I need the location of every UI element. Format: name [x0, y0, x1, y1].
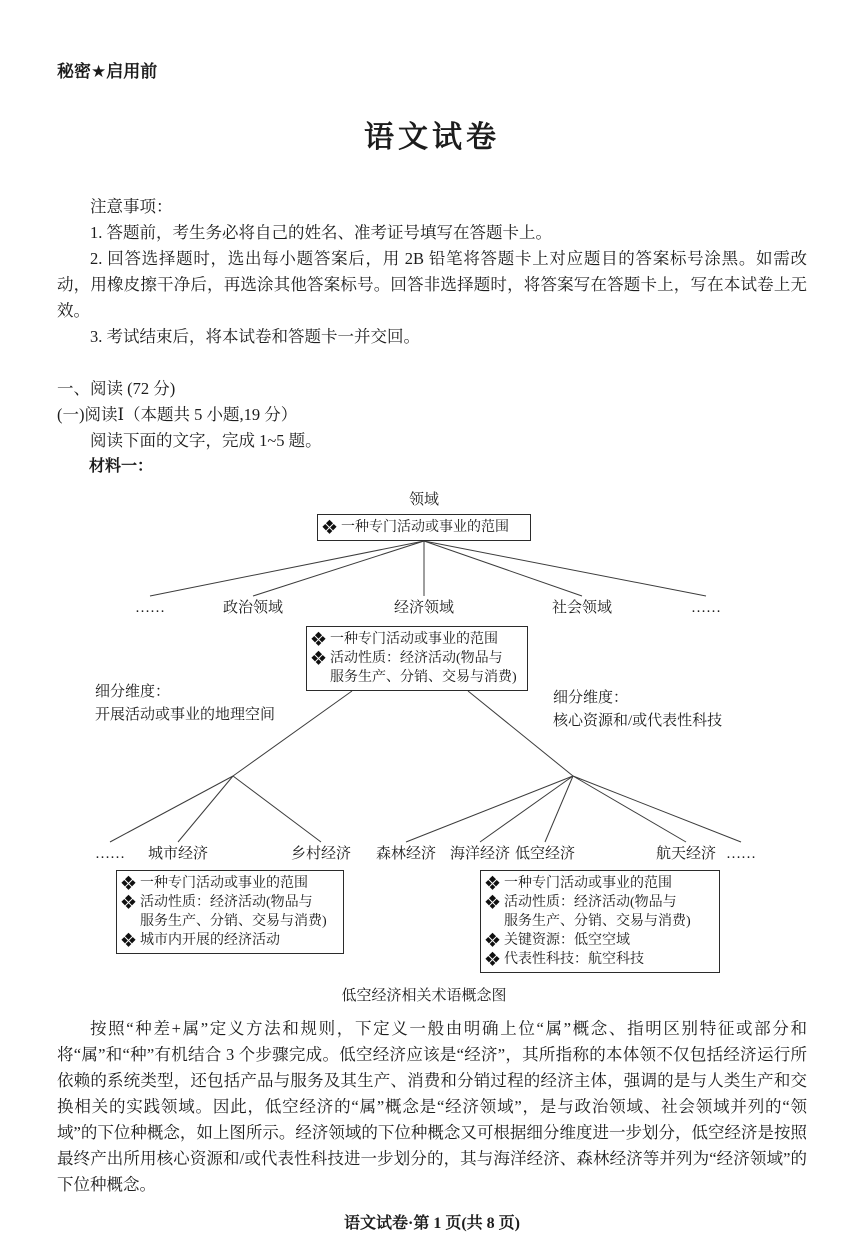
definition-row [123, 931, 337, 950]
city-economy-box [116, 870, 344, 954]
low-altitude-economy-box [480, 870, 720, 973]
domain-label-ellipsis-right: …… [691, 600, 721, 616]
definition-text: 代表性科技：航空科技 [504, 952, 644, 967]
concept-diagram [0, 488, 864, 1008]
definition-text: 活动性质：经济活动(物品与 [140, 895, 313, 910]
leaf-label-rural-economy: 乡村经济 [290, 846, 352, 862]
reading-instruction: 阅读下面的文字，完成 1~5 题。 [90, 431, 322, 450]
material-label: 材料一： [89, 458, 154, 475]
connector-line [573, 776, 686, 842]
leaf-label-aerospace-economy: 航天经济 [655, 846, 717, 862]
leaf-label-marine-economy: 海洋经济 [449, 846, 511, 862]
diamond-bullet-icon [311, 632, 327, 648]
definition-row [123, 893, 337, 912]
leaf-label-ellipsis-right: …… [726, 846, 756, 862]
reading-section [57, 376, 807, 480]
connector-line [406, 776, 573, 842]
definition-row-continuation [123, 912, 337, 931]
page-footer: 语文试卷·第 1 页(共 8 页) [344, 1215, 520, 1232]
definition-row [313, 630, 521, 649]
root-definition-box [317, 514, 531, 541]
connector-line [424, 541, 582, 596]
connector-line [573, 776, 741, 842]
definition-text: 一种专门活动或事业的范围 [504, 876, 672, 891]
domain-label-society: 社会领域 [551, 600, 613, 616]
definition-row [487, 893, 713, 912]
definition-text: 一种专门活动或事业的范围 [341, 520, 509, 535]
notice-section [57, 194, 807, 350]
definition-text: 城市内开展的经济活动 [140, 933, 280, 948]
dimension-note-line: 细分维度： [95, 684, 171, 700]
diamond-bullet-icon [121, 933, 137, 949]
body-paragraph: 按照“种差+属”定义方法和规则，下定义一般由明确上位“属”概念、指明区别特征或部分和将“属”和“种”有机结合 3 个步骤完成。低空经济应该是“经济”，其所指称的本体领不仅包括经济运行所依赖的系统类型，还包括产品与服务及其生产、消费和分销过程的经济主体，强调的是与人类生产和交换相关的实践领域。因此，低空经济的“属”概念是“经济领域”，是与政治领域、社会领域并列的“领域”的下位种概念，如上图所示。经济领域的下位种概念又可根据细分维度进一步划分，低空经济是按照最终产出所用核心资源和/或代表性科技进一步划分的，其与海洋经济、森林经济等并列为“经济领域”的下位种概念。 [57, 1019, 807, 1194]
notice-item-3: 3. 考试结束后，将本试卷和答题卡一并交回。 [90, 327, 420, 346]
diamond-bullet-icon [121, 876, 137, 892]
leaf-label-forest-economy: 森林经济 [375, 846, 437, 862]
definition-row [487, 874, 713, 893]
connector-line [150, 541, 424, 596]
diamond-bullet-icon [485, 952, 501, 968]
definition-text: 服务生产、分销、交易与消费) [330, 670, 517, 685]
diamond-bullet-icon [121, 895, 137, 911]
definition-text: 活动性质：经济活动(物品与 [330, 651, 503, 666]
leaf-label-low-altitude-economy: 低空经济 [514, 846, 576, 862]
subsection-heading: (一)阅读Ⅰ（本题共 5 小题,19 分） [57, 405, 298, 424]
connector-line [424, 541, 706, 596]
definition-text: 服务生产、分销、交易与消费) [140, 914, 327, 929]
diamond-bullet-icon [485, 876, 501, 892]
definition-row [324, 518, 524, 537]
diamond-bullet-icon [485, 933, 501, 949]
domain-label-economy: 经济领域 [393, 600, 455, 616]
definition-row [313, 649, 521, 668]
left-dimension-note [95, 681, 275, 727]
dimension-note-line: 开展活动或事业的地理空间 [95, 707, 276, 723]
notice-heading: 注意事项： [90, 197, 173, 216]
definition-row-continuation [487, 912, 713, 931]
leaf-label-city-economy: 城市经济 [147, 846, 209, 862]
diamond-bullet-icon [485, 895, 501, 911]
definition-row-continuation [313, 668, 521, 687]
definition-text: 一种专门活动或事业的范围 [140, 876, 308, 891]
definition-text: 一种专门活动或事业的范围 [330, 632, 498, 647]
definition-row [123, 874, 337, 893]
root-node-label: 领域 [408, 492, 440, 508]
notice-item-2: 2. 回答选择题时，选出每小题答案后，用 2B 铅笔将答题卡上对应题目的答案标号涂黑。如需改动，用橡皮擦干净后，再选涂其他答案标号。回答非选择题时，将答案写在答题卡上，写在本试卷上无效。 [57, 249, 807, 320]
diamond-bullet-icon [322, 520, 338, 536]
domain-label-ellipsis-left: …… [135, 600, 165, 616]
diamond-bullet-icon [311, 651, 327, 667]
definition-row [487, 950, 713, 969]
connector-line [253, 541, 424, 596]
part-heading: 一、阅读 (72 分) [57, 379, 176, 398]
dimension-note-line: 细分维度： [553, 690, 629, 706]
dimension-note-line: 核心资源和/或代表性科技 [553, 713, 723, 729]
connector-line [110, 776, 233, 842]
connector-line [178, 776, 233, 842]
domain-label-politics: 政治领域 [222, 600, 284, 616]
connector-line [233, 776, 321, 842]
notice-item-1: 1. 答题前，考生务必将自己的姓名、准考证号填写在答题卡上。 [90, 223, 552, 242]
economy-definition-box [306, 626, 528, 691]
definition-text: 服务生产、分销、交易与消费) [504, 914, 691, 929]
definition-row [487, 931, 713, 950]
right-dimension-note [553, 687, 722, 733]
classification-label: 秘密★启用前 [57, 62, 158, 81]
definition-text: 活动性质：经济活动(物品与 [504, 895, 677, 910]
leaf-label-ellipsis-left: …… [95, 846, 125, 862]
diagram-caption: 低空经济相关术语概念图 [341, 988, 507, 1004]
definition-text: 关键资源：低空空域 [504, 933, 630, 948]
page-title: 语文试卷 [364, 121, 500, 154]
